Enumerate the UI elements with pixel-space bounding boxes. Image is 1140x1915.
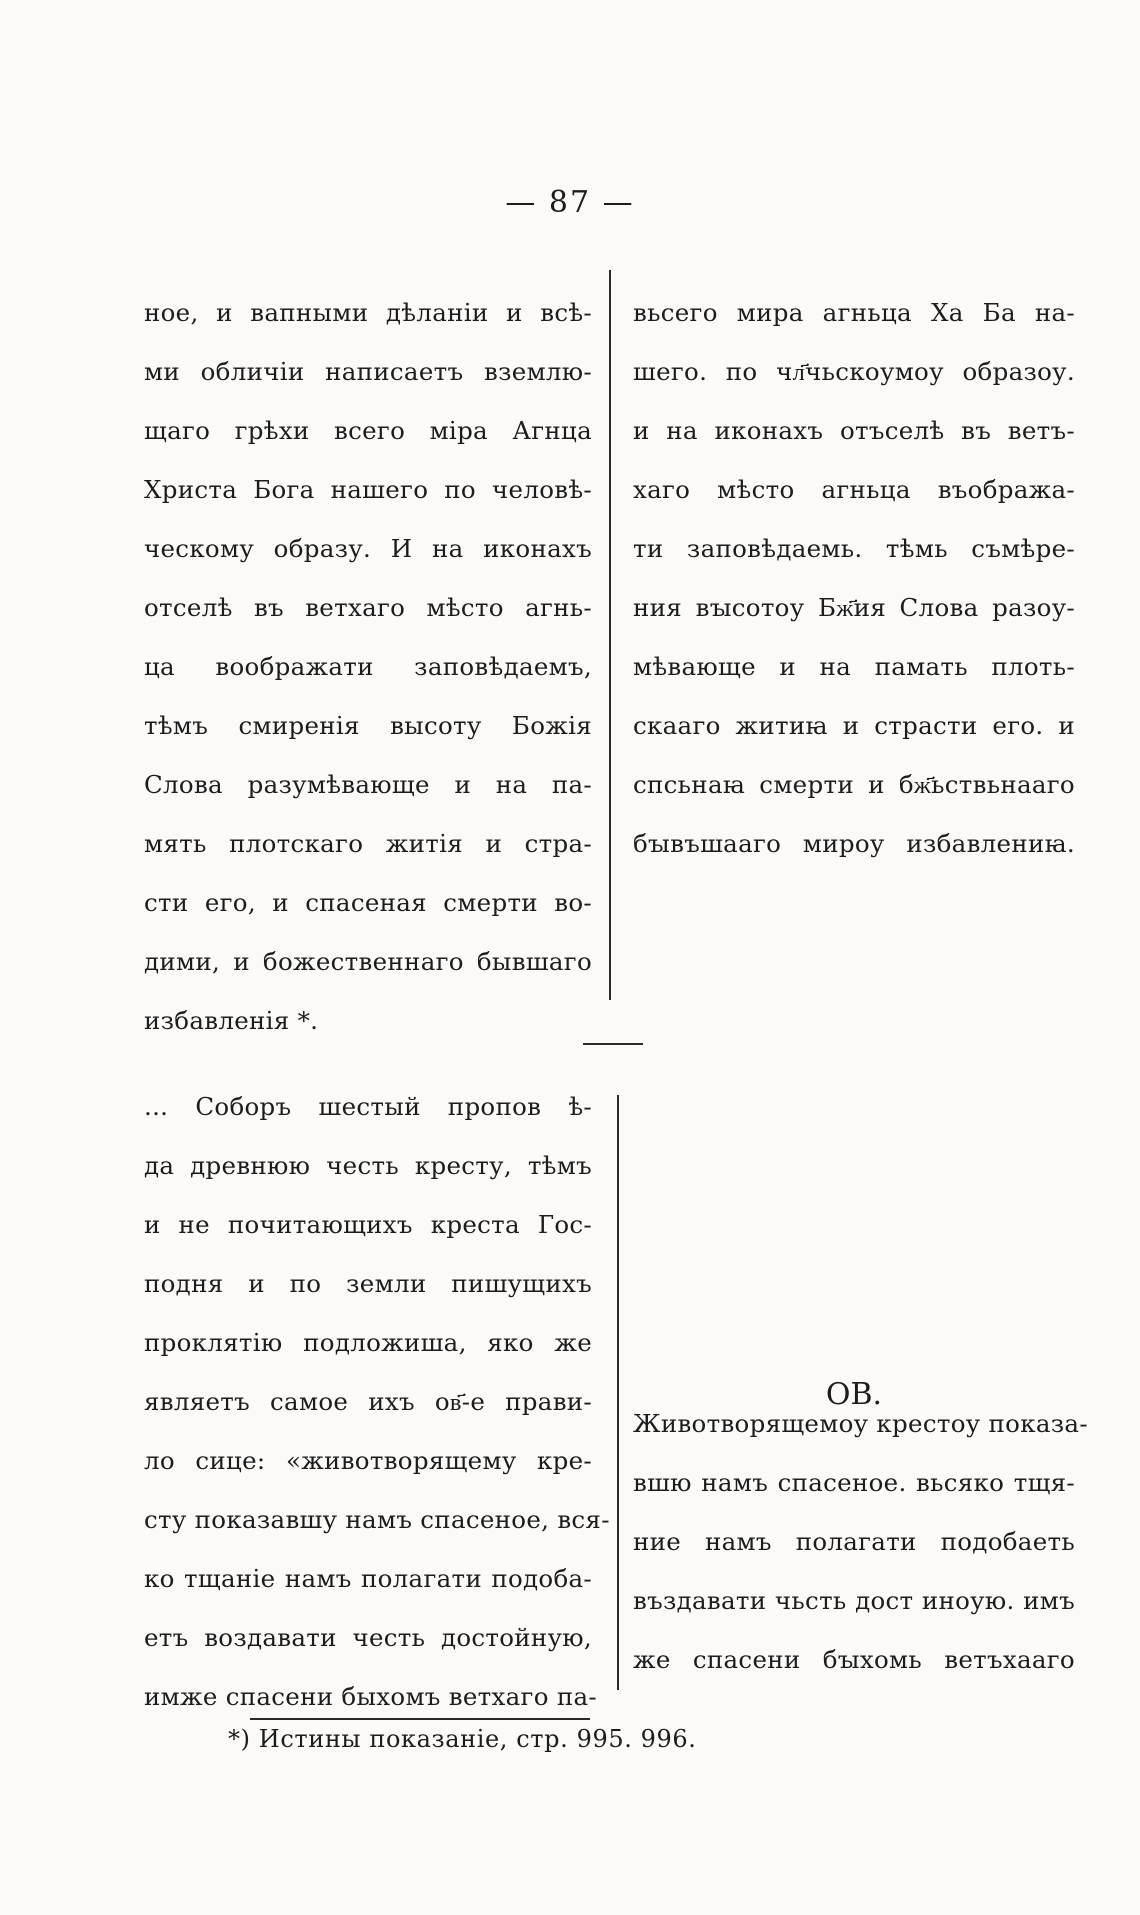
- text-line: бꙑвъшааго мироу избавлениꙗ.: [633, 829, 1075, 858]
- text-line: же спасени бꙑхомь ветъхааго: [633, 1645, 1075, 1674]
- section-separator: [583, 1043, 643, 1045]
- text-line: Христа Бога нашего по человѣ-: [144, 475, 592, 504]
- page-number: — 87 —: [505, 185, 635, 220]
- text-line: ние намъ полагати подобаеть: [633, 1527, 1075, 1556]
- text-line: ми обличіи написаетъ взeмлю-: [144, 357, 592, 386]
- text-line: вьсего мира агньца Ха Ба на-: [633, 298, 1075, 327]
- text-line: етъ воздавати честь достойную,: [144, 1623, 592, 1652]
- text-line: ца воображати заповѣдаемъ,: [144, 652, 592, 681]
- text-line: шего. по чл҃чьскоумоу образоу.: [633, 357, 1075, 386]
- text-line: избавленія *.: [144, 1006, 319, 1035]
- text-line: проклятію подложиша, яко же: [144, 1328, 592, 1357]
- text-line: ко тщаніе намъ полагати подоба-: [144, 1564, 592, 1593]
- section2-right-column: [633, 1394, 1088, 1689]
- text-line: мѣвающе и на памать плоть-: [633, 652, 1075, 681]
- text-line: дими, и божественнаго бывшаго: [144, 947, 592, 976]
- text-line: являетъ самое ихъ ов҃-е прави-: [144, 1387, 592, 1416]
- section-heading: ОВ.: [825, 1377, 883, 1412]
- section2-left-column: [144, 1077, 610, 1726]
- text-line: ло сице: «животворящему кре-: [144, 1446, 592, 1475]
- text-line: ти заповѣдаемь. тѣмь съмѣре-: [633, 534, 1075, 563]
- text-line: да древнюю честь кресту, тѣмъ: [144, 1151, 592, 1180]
- text-line: Животворящемоу крестоу показа-: [633, 1409, 1088, 1438]
- text-line: имже спасени быхомъ ветхаго па-: [144, 1682, 597, 1711]
- text-line: сти его, и спасеная смерти во-: [144, 888, 592, 917]
- text-line: хаго мѣсто агньца въображa-: [633, 475, 1075, 504]
- text-line: въздавати чьсть дост иноую. имъ: [633, 1586, 1075, 1615]
- text-line: ния вꙑсотоу Бж҃ия Слова разоу-: [633, 593, 1075, 622]
- section1-right-column: [633, 283, 1075, 873]
- text-line: Слова разумѣвающе и на па-: [144, 770, 592, 799]
- section1-left-column: [144, 283, 592, 1050]
- text-line: сту показавшу намъ спасеное, вся-: [144, 1505, 610, 1534]
- footnote: *) Истины показаніе, стр. 995. 996.: [228, 1725, 697, 1753]
- text-line: ное, и вапными дѣланіи и всѣ-: [144, 298, 592, 327]
- text-line: мять плотскаго житія и стра-: [144, 829, 592, 858]
- text-line: и на иконахъ отъселѣ въ ветъ-: [633, 416, 1075, 445]
- text-line: щаго грѣхи всего міра Агнца: [144, 416, 592, 445]
- text-line: ... Соборъ шестый пропов ѣ-: [144, 1092, 592, 1121]
- footnote-rule: [250, 1718, 590, 1720]
- column-divider: [609, 270, 611, 1000]
- text-line: подня и по земли пишущихъ: [144, 1269, 592, 1298]
- text-line: скааго житиꙗ и страсти его. и: [633, 711, 1075, 740]
- text-line: тѣмъ смиренія высоту Божія: [144, 711, 592, 740]
- text-line: отселѣ въ ветхаго мѣсто агнь-: [144, 593, 592, 622]
- text-line: ческому образу. И на иконахъ: [144, 534, 592, 563]
- column-divider: [617, 1095, 619, 1690]
- text-line: вшю намъ спасеное. вьсяко тщя-: [633, 1468, 1075, 1497]
- text-line: и не почитающихъ креста Гос-: [144, 1210, 592, 1239]
- text-line: спсьнаꙗ смерти и бж҃ьствьнааго: [633, 770, 1075, 799]
